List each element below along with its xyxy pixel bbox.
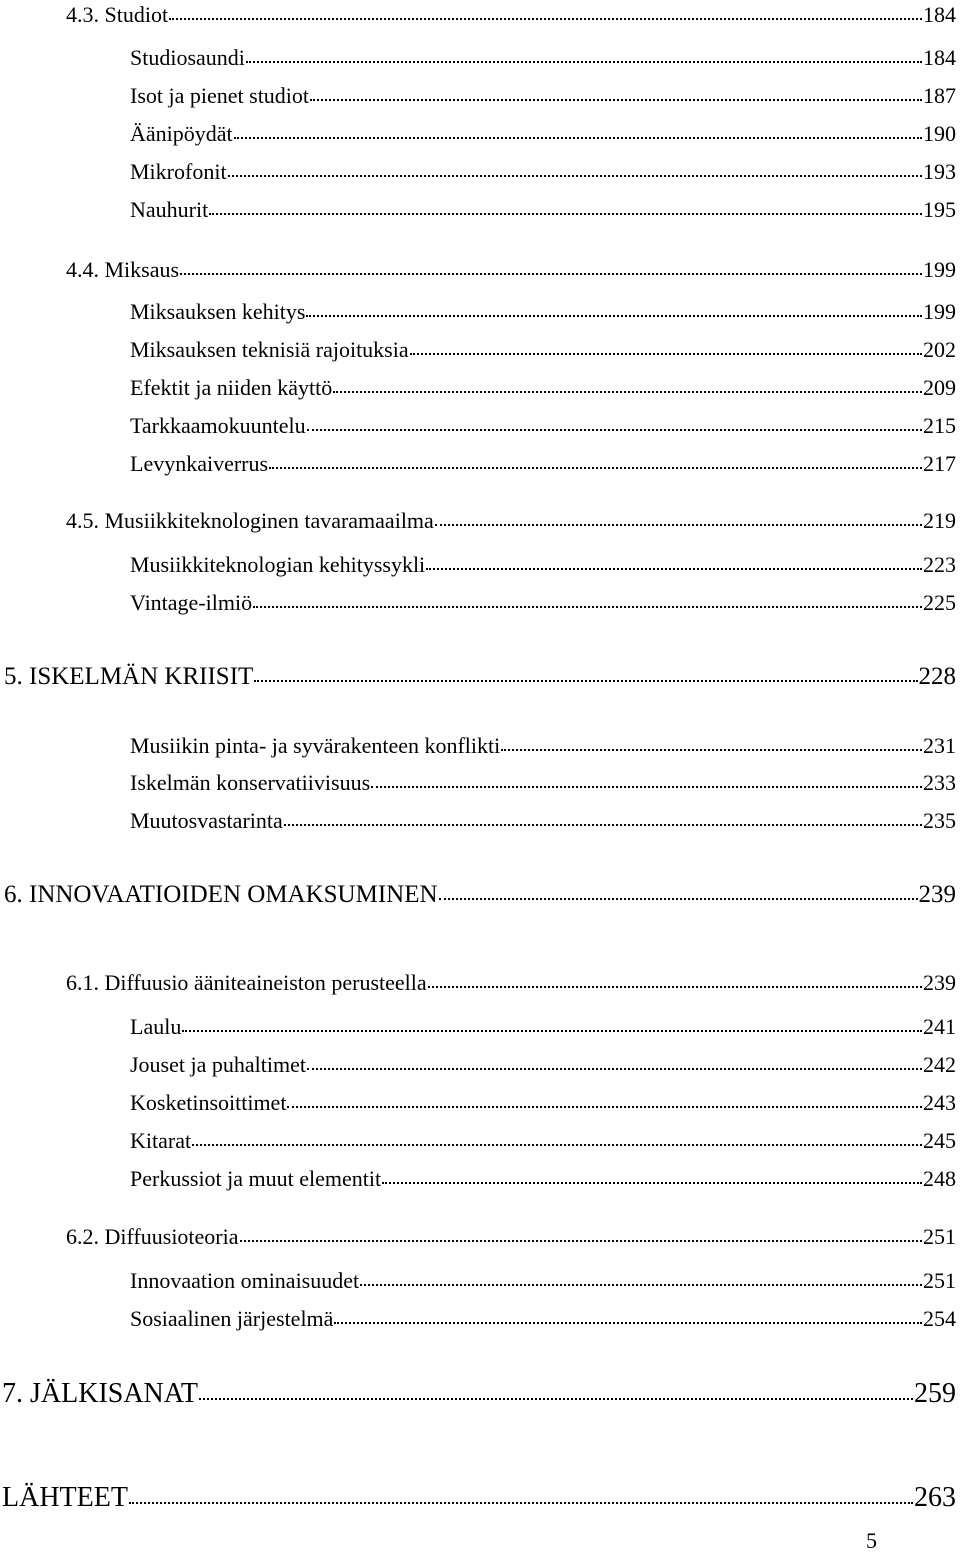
toc-entry-page: 209 — [923, 375, 956, 400]
toc-entry-title: 7. JÄLKISANAT — [2, 1378, 198, 1409]
toc-entry — [130, 47, 956, 69]
toc-entry — [130, 1092, 956, 1114]
toc-chapter — [4, 882, 956, 907]
toc-entry-page: 248 — [923, 1166, 956, 1191]
dot-leader — [287, 1105, 922, 1108]
toc-entry-page: 219 — [923, 508, 956, 533]
toc-entry — [130, 85, 956, 107]
toc-entry — [130, 199, 956, 221]
toc-entry-page: 233 — [923, 770, 956, 795]
toc-entry-title: Kitarat — [130, 1128, 192, 1153]
toc-entry-page: 254 — [923, 1306, 956, 1331]
dot-leader — [284, 823, 922, 826]
toc-entry-page: 217 — [923, 451, 956, 476]
dot-leader — [410, 352, 922, 355]
toc-entry-title: Sosiaalinen järjestelmä — [130, 1306, 334, 1331]
toc-entry-title: Nauhurit — [130, 197, 209, 222]
toc-entry-title: Laulu — [130, 1014, 182, 1039]
dot-leader — [426, 567, 922, 570]
toc-entry-title: Muutosvastarinta — [130, 808, 283, 833]
toc-entry — [130, 161, 956, 183]
toc-entry-page: 263 — [914, 1482, 956, 1513]
toc-entry-page: 243 — [923, 1090, 956, 1115]
toc-entry-title: 4.5. Musiikkiteknologinen tavaramaailma — [66, 508, 434, 533]
dot-leader — [333, 390, 922, 393]
toc-entry — [130, 735, 956, 757]
toc-chapter — [2, 1380, 956, 1408]
dot-leader — [129, 1501, 913, 1504]
toc-entry-title: Miksauksen teknisiä rajoituksia — [130, 337, 409, 362]
toc-entry-page: 190 — [923, 121, 956, 146]
toc-entry — [66, 510, 956, 532]
dot-leader — [182, 1029, 922, 1032]
toc-entry — [130, 1168, 956, 1190]
toc-entry — [130, 377, 956, 399]
toc-entry-title: 6.2. Diffuusioteoria — [66, 1224, 239, 1249]
toc-entry-title: Musiikin pinta- ja syvärakenteen konflikti — [130, 733, 501, 758]
toc-entry-page: 245 — [923, 1128, 956, 1153]
toc-entry-page: 231 — [923, 733, 956, 758]
dot-leader — [307, 428, 922, 431]
page-number: 5 — [866, 1528, 877, 1553]
toc-entry — [130, 1054, 956, 1076]
dot-leader — [269, 466, 922, 469]
toc-entry-page: 215 — [923, 413, 956, 438]
toc-entry-title: Studiosaundi — [130, 45, 245, 70]
toc-entry-title: Äänipöydät — [130, 121, 233, 146]
dot-leader — [360, 1283, 922, 1286]
dot-leader — [428, 985, 922, 988]
toc-entry-title: 5. ISKELMÄN KRIISIT — [4, 663, 254, 690]
toc-entry-title: Efektit ja niiden käyttö — [130, 375, 333, 400]
toc-entry — [130, 1270, 956, 1292]
toc-entry-title: Jouset ja puhaltimet — [130, 1052, 306, 1077]
toc-entry-title: 4.3. Studiot — [66, 2, 169, 27]
toc-entry-title: Tarkkaamokuuntelu — [130, 413, 306, 438]
dot-leader — [253, 605, 922, 608]
toc-entry-page: 241 — [923, 1014, 956, 1039]
dot-leader — [306, 314, 922, 317]
toc-entry-page: 199 — [923, 299, 956, 324]
toc-chapter — [2, 1484, 956, 1512]
toc-entry-page: 228 — [918, 663, 956, 690]
dot-leader — [246, 60, 922, 63]
toc-entry — [66, 4, 956, 26]
toc-entry-page: 251 — [923, 1268, 956, 1293]
toc-entry-title: 6.1. Diffuusio ääniteaineiston perusteella — [66, 970, 427, 995]
toc-entry — [130, 1130, 956, 1152]
toc-entry-page: 193 — [923, 159, 956, 184]
toc-entry — [66, 972, 956, 994]
toc-entry — [130, 810, 956, 832]
toc-entry-page: 239 — [923, 970, 956, 995]
toc-entry-page: 242 — [923, 1052, 956, 1077]
toc-entry — [130, 123, 956, 145]
toc-entry-page: 239 — [918, 881, 956, 908]
toc-entry-page: 202 — [923, 337, 956, 362]
dot-leader — [310, 98, 922, 101]
dot-leader — [435, 523, 922, 526]
dot-leader — [169, 17, 922, 20]
dot-leader — [371, 785, 922, 788]
dot-leader — [228, 174, 922, 177]
toc-entry — [130, 339, 956, 361]
dot-leader — [180, 272, 922, 275]
dot-leader — [209, 212, 922, 215]
toc-entry — [130, 415, 956, 437]
dot-leader — [382, 1181, 922, 1184]
toc-entry-title: Mikrofonit — [130, 159, 227, 184]
toc-entry-title: Musiikkiteknologian kehityssykli — [130, 552, 426, 577]
dot-leader — [334, 1321, 922, 1324]
toc-entry — [130, 1308, 956, 1330]
dot-leader — [234, 136, 922, 139]
toc-entry-title: Vintage-ilmiö — [130, 590, 253, 615]
toc-entry-title: Levynkaiverrus — [130, 451, 269, 476]
toc-chapter — [4, 664, 956, 689]
toc-entry-page: 184 — [923, 2, 956, 27]
toc-entry-page: 199 — [923, 257, 956, 282]
toc-entry-page: 223 — [923, 552, 956, 577]
toc-entry — [130, 554, 956, 576]
dot-leader — [501, 748, 922, 751]
toc-entry-title: 6. INNOVAATIOIDEN OMAKSUMINEN — [4, 881, 438, 908]
toc-entry — [66, 259, 956, 281]
dot-leader — [307, 1067, 922, 1070]
toc-entry-title: Isot ja pienet studiot — [130, 83, 310, 108]
toc-entry-page: 235 — [923, 808, 956, 833]
toc-entry-title: LÄHTEET — [2, 1482, 128, 1513]
toc-entry-page: 225 — [923, 590, 956, 615]
dot-leader — [240, 1239, 922, 1242]
dot-leader — [199, 1397, 913, 1400]
toc-entry-title: Miksauksen kehitys — [130, 299, 306, 324]
toc-entry-title: Kosketinsoittimet — [130, 1090, 287, 1115]
toc-entry-title: Perkussiot ja muut elementit — [130, 1166, 382, 1191]
toc-entry-page: 187 — [923, 83, 956, 108]
toc-entry — [130, 772, 956, 794]
toc-entry-title: Iskelmän konservatiivisuus — [130, 770, 371, 795]
toc-entry-title: Innovaation ominaisuudet — [130, 1268, 360, 1293]
toc-entry-page: 184 — [923, 45, 956, 70]
toc-entry-page: 251 — [923, 1224, 956, 1249]
toc-entry — [66, 1226, 956, 1248]
dot-leader — [254, 679, 917, 682]
toc-entry — [130, 453, 956, 475]
toc-entry — [130, 1016, 956, 1038]
toc-entry-page: 259 — [914, 1378, 956, 1409]
toc-entry-page: 195 — [923, 197, 956, 222]
dot-leader — [192, 1143, 922, 1146]
toc-entry-title: 4.4. Miksaus — [66, 257, 180, 282]
toc-entry — [130, 301, 956, 323]
toc-entry — [130, 592, 956, 614]
dot-leader — [439, 897, 918, 900]
